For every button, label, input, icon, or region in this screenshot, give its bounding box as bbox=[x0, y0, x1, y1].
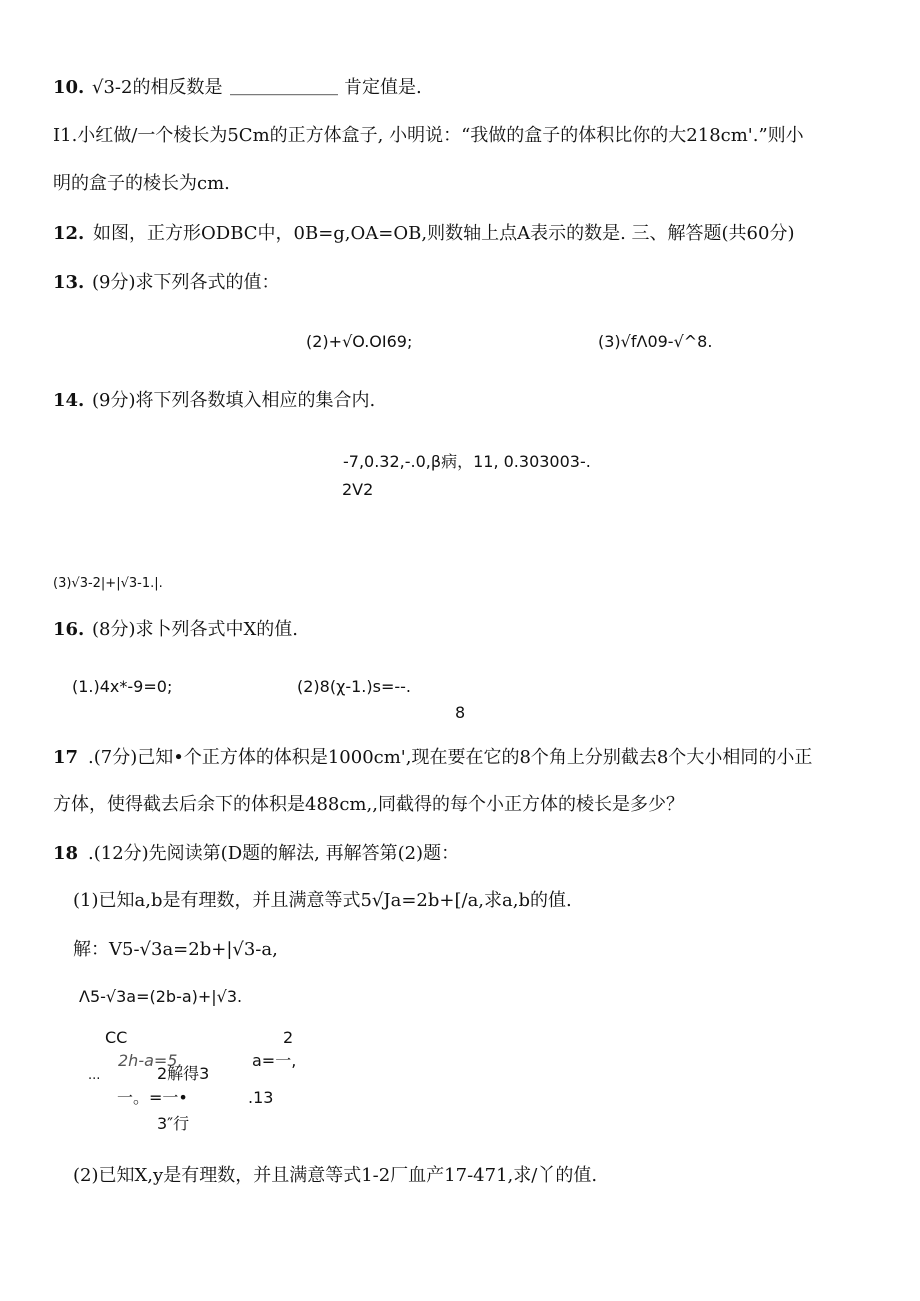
q13-text: (9分)求下列各式的值： bbox=[92, 272, 280, 293]
fragment-yi: 一。=一• bbox=[117, 1088, 188, 1107]
q14-text: (9分)将下列各数填入相应的集合内. bbox=[92, 390, 376, 411]
q13-part2: (2)+√O.OI69; bbox=[306, 332, 413, 351]
q10-blank: ____________ bbox=[230, 75, 338, 96]
q11-line2: 明的盒子的棱长为cm. bbox=[53, 173, 230, 194]
q18-solution-line1: 解：V5-√3a=2b+|√3-a, bbox=[73, 939, 278, 960]
q16-part1: (1.)4x*-9=0; bbox=[72, 677, 173, 696]
fragment-dots: ... bbox=[88, 1068, 101, 1083]
q18-number: 18 bbox=[53, 843, 79, 864]
fragment-xing: 3″行 bbox=[157, 1114, 190, 1133]
q17-line2: 方体，使得截去后余下的体积是488cm,,同截得的每个小正方体的棱长是多少？ bbox=[53, 794, 684, 815]
q13-part3: (3)√fΛ09-√^8. bbox=[598, 332, 713, 351]
q18-part1: (1)已知a,b是有理数，并且满意等式5√Ja=2b+[/a,求a,b的值. bbox=[73, 890, 572, 911]
q14-number: 14. bbox=[53, 390, 85, 411]
q17-line1: .(7分)己知•个正方体的体积是1000cm',现在要在它的8个角上分别截去8个大小相同的小正 bbox=[88, 747, 813, 768]
fragment-jiede: 2解得3 bbox=[157, 1064, 210, 1083]
q13-number: 13. bbox=[53, 272, 85, 293]
q16-text: (8分)求卜列各式中X的值. bbox=[92, 619, 299, 640]
q18-solution-line2: Λ5-√3a=(2b-a)+|√3. bbox=[79, 987, 243, 1006]
q18-part2: (2)已知X,y是有理数，并且满意等式1-2厂血产17-471,求/丫的值. bbox=[73, 1165, 598, 1186]
q18-text: .(12分)先阅读第(D题的解法, 再解答第(2)题： bbox=[88, 843, 460, 864]
q10-tail: 肯定值是. bbox=[344, 77, 422, 98]
q15-part3: (3)√3-2|+|√3-1.|. bbox=[53, 576, 163, 591]
q14-numbers: -7,0.32,-.0,β病，11, 0.303003-. bbox=[343, 452, 591, 471]
fragment-equation-2: a=一, bbox=[252, 1051, 297, 1070]
q12-number: 12. bbox=[53, 223, 85, 244]
q14-subscript: 2V2 bbox=[342, 480, 374, 499]
q16-number: 16. bbox=[53, 619, 85, 640]
q12-text: 如图，正方形ODBC中，0B=g,OA=OB,则数轴上点A表示的数是. 三、解答题(共60分) bbox=[93, 223, 795, 244]
fragment-equation-1: 2h-a=5, bbox=[118, 1051, 183, 1070]
q11-line1: I1.小红做/一个棱长为5Cm的正方体盒子, 小明说：“我做的盒子的体积比你的大218cm'.”则小 bbox=[53, 125, 804, 146]
q10-number: 10. bbox=[53, 77, 85, 98]
q17-number: 17 bbox=[53, 747, 79, 768]
q16-part2: (2)8(χ-1.)s=--. bbox=[297, 677, 411, 696]
q10-text: √3-2的相反数是 bbox=[92, 77, 223, 98]
fragment-13: .13 bbox=[248, 1088, 274, 1107]
q16-denominator: 8 bbox=[455, 703, 466, 722]
fragment-two: 2 bbox=[283, 1028, 294, 1047]
fragment-cc: CC bbox=[105, 1028, 128, 1047]
